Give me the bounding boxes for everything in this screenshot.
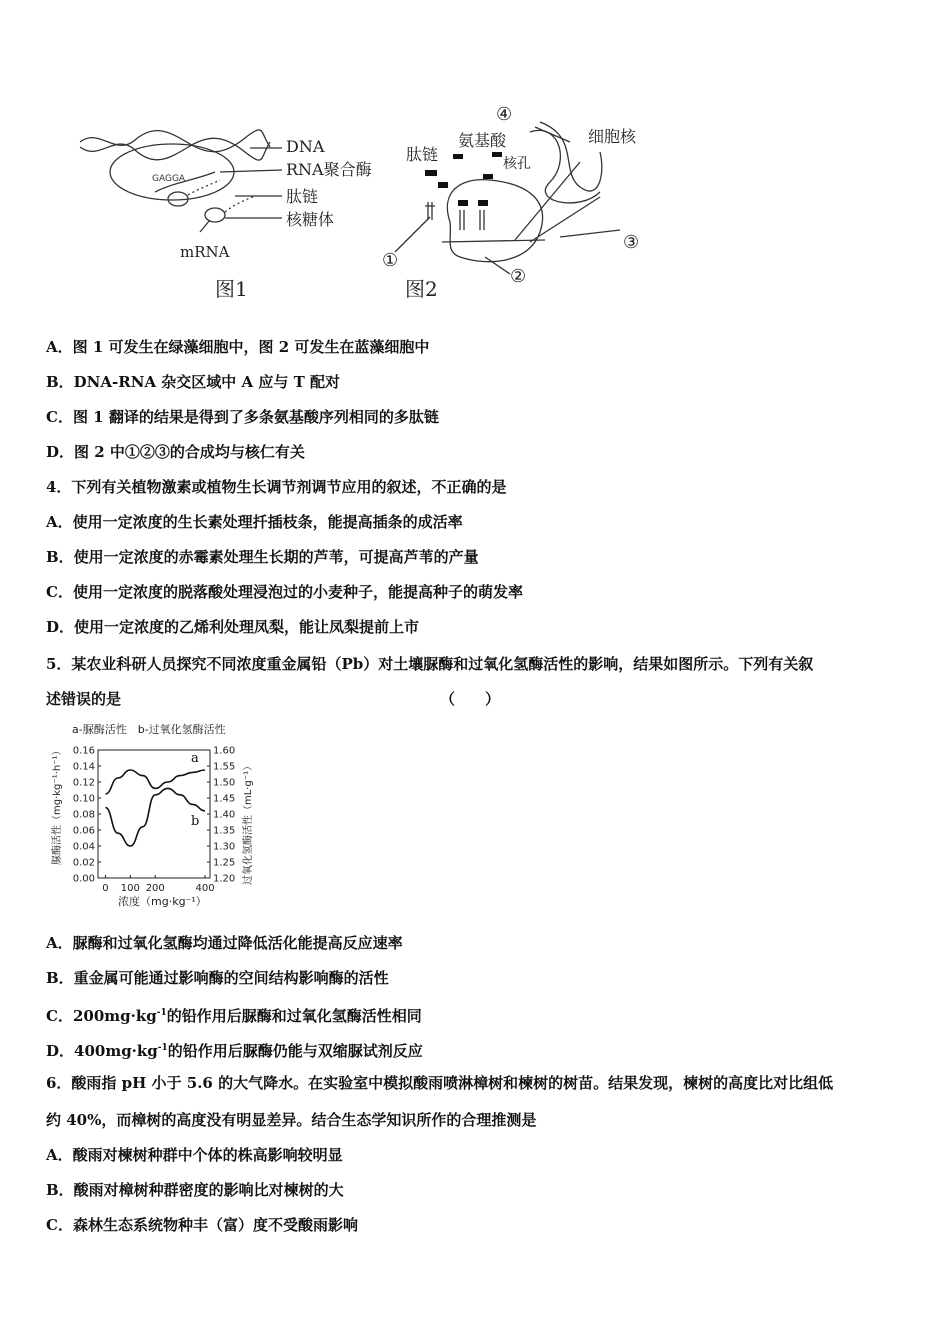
right-tick-label: 1.35	[213, 825, 236, 837]
right-tick-label: 1.55	[213, 761, 236, 773]
series-b-label: b	[191, 813, 200, 829]
dna-label: DNA	[286, 137, 325, 156]
cytoplasm-outline	[447, 180, 542, 262]
nucleus-label: 细胞核	[588, 127, 637, 146]
q3-option-b: B．DNA-RNA 杂交区域中 A 应与 T 配对	[46, 373, 340, 391]
x-tick-label: 400	[195, 883, 215, 894]
sequence-label: GAGGA	[152, 174, 186, 184]
q5-option-d-sup: -1	[157, 1043, 168, 1053]
right-axis-ticks	[207, 746, 235, 885]
amino-acid-block	[492, 152, 502, 157]
left-tick-label: 0.06	[72, 825, 95, 837]
y-left-axis-label: 脲酶活性（mg·kg⁻¹·h⁻¹）	[52, 745, 63, 865]
right-tick-label: 1.45	[213, 793, 236, 805]
trna-3	[480, 210, 484, 230]
left-tick-label: 0.16	[72, 745, 95, 757]
x-tick-label: 200	[145, 883, 165, 894]
right-tick-label: 1.20	[213, 873, 236, 885]
label-1: ①	[382, 250, 399, 271]
peptide-chain-2	[225, 196, 255, 212]
mrna-pointer	[200, 220, 210, 232]
peptide-label-fig2: 肽链	[406, 145, 439, 164]
series-lines	[106, 751, 206, 846]
label-2: ②	[510, 266, 527, 287]
peptide-label-fig1: 肽链	[286, 187, 319, 206]
left-tick-label: 0.12	[72, 777, 95, 789]
q5-option-c	[46, 1003, 422, 1026]
amino-acid-label: 氨基酸	[458, 131, 507, 150]
q5-option-d-prefix: D．400mg·kg	[46, 1042, 158, 1060]
q5-option-b	[46, 968, 389, 988]
x-tick-label: 0	[102, 883, 109, 894]
figure2-caption: 图2	[405, 277, 438, 301]
y-right-axis-label: 过氧化氢酶活性（mL·g⁻¹）	[243, 760, 254, 885]
right-tick-label: 1.25	[213, 857, 236, 869]
q6-stem-line1: 6．酸雨指 pH 小于 5.6 的大气降水。在实验室中模拟酸雨喷淋樟树和楝树的树苗。结果发现，楝树的高度比对比组低	[46, 1074, 834, 1092]
x-tick-label: 100	[120, 883, 140, 894]
q4-stem: 4．下列有关植物激素或植物生长调节剂调节应用的叙述，不正确的是	[46, 478, 507, 496]
pore-label: 核孔	[503, 156, 531, 172]
q5-option-c-prefix: C．200mg·kg	[46, 1007, 157, 1025]
series-a-line	[106, 770, 206, 794]
pointer-3a	[515, 162, 580, 240]
mrna-line	[442, 240, 545, 242]
enzyme-activity-chart	[46, 715, 286, 915]
amino-acid-block	[458, 200, 468, 206]
q6-option-c: C．森林生态系统物种丰（富）度不受酸雨影响	[46, 1216, 358, 1234]
label-3: ③	[623, 232, 640, 253]
chart-legend: a-脲酶活性 b-过氧化氢酶活性	[72, 723, 226, 736]
left-tick-label: 0.02	[72, 857, 95, 869]
dna-strand-1	[80, 130, 270, 152]
pointer-3c	[560, 230, 620, 237]
q3-option-d: D．图 2 中①②③的合成均与核仁有关	[46, 443, 305, 461]
figure-diagrams	[60, 92, 680, 312]
left-tick-label: 0.14	[72, 761, 95, 773]
mrna-label: mRNA	[180, 243, 230, 261]
q4-option-a: A．使用一定浓度的生长素处理扦插枝条，能提高插条的成活率	[46, 513, 463, 531]
left-tick-label: 0.10	[72, 793, 95, 805]
q4-option-d: D．使用一定浓度的乙烯利处理凤梨，能让凤梨提前上市	[46, 618, 420, 636]
q5-option-b-text: B．重金属可能通过影响酶的空间结构影响酶的活性	[46, 969, 389, 987]
q5-option-a-text: A．脲酶和过氧化氢酶均通过降低活化能提高反应速率	[46, 934, 403, 952]
rna-polymerase-pointer	[220, 170, 282, 172]
amino-acid-block	[483, 174, 493, 179]
chart-svg	[46, 715, 286, 915]
q3-option-a: A．图 1 可发生在绿藻细胞中，图 2 可发生在蓝藻细胞中	[46, 338, 430, 356]
label-4: ④	[496, 104, 513, 125]
rna-polymerase-loop	[110, 144, 234, 200]
q5-answer-paren: （ ）	[440, 690, 501, 708]
ribosome-2	[205, 208, 225, 222]
figure-row	[60, 92, 680, 312]
ribosome-label: 核糖体	[286, 210, 335, 229]
amino-acid-block	[478, 200, 488, 206]
q5-option-d-suffix: 的铅作用后脲酶仍能与双缩脲试剂反应	[167, 1042, 423, 1060]
trna-2	[460, 210, 464, 230]
left-tick-label: 0.04	[72, 841, 95, 853]
pointer-1	[395, 217, 430, 252]
x-axis-label: 浓度（mg·kg⁻¹）	[118, 895, 207, 908]
q6-option-a: A．酸雨对楝树种群中个体的株高影响较明显	[46, 1146, 343, 1164]
left-axis-ticks	[73, 746, 101, 885]
q5-option-a	[46, 933, 403, 953]
q5-option-c-suffix: 的铅作用后脲酶和过氧化氢酶活性相同	[166, 1007, 422, 1025]
right-tick-label: 1.50	[213, 777, 236, 789]
right-tick-label: 1.60	[213, 745, 236, 757]
rna-polymerase-label: RNA聚合酶	[286, 160, 372, 179]
left-tick-label: 0.08	[72, 809, 95, 821]
q4-option-b: B．使用一定浓度的赤霉素处理生长期的芦苇，可提高芦苇的产量	[46, 548, 479, 566]
left-tick-label: 0.00	[72, 873, 95, 885]
q3-option-c: C．图 1 翻译的结果是得到了多条氨基酸序列相同的多肽链	[46, 408, 439, 426]
pointer-3b	[530, 197, 600, 242]
amino-acid-block	[453, 154, 463, 159]
figure1-caption: 图1	[215, 277, 248, 301]
q5-option-d	[46, 1038, 423, 1061]
q5-stem-line1: 5．某农业科研人员探究不同浓度重金属铅（Pb）对土壤脲酶和过氧化氢酶活性的影响，结果如图所示。下列有关叙	[46, 655, 814, 673]
q5-option-c-sup: -1	[156, 1008, 167, 1018]
q5-stem-line2: 述错误的是	[46, 690, 122, 708]
q6-option-b: B．酸雨对樟树种群密度的影响比对楝树的大	[46, 1181, 344, 1199]
right-tick-label: 1.40	[213, 809, 236, 821]
q6-stem-line2: 约 40%，而樟树的高度没有明显差异。结合生态学知识所作的合理推测是	[46, 1111, 537, 1129]
amino-acid-block	[425, 170, 437, 176]
q4-option-c: C．使用一定浓度的脱落酸处理浸泡过的小麦种子，能提高种子的萌发率	[46, 583, 523, 601]
right-tick-label: 1.30	[213, 841, 236, 853]
amino-acid-block	[438, 182, 448, 188]
series-a-label: a	[191, 751, 199, 766]
